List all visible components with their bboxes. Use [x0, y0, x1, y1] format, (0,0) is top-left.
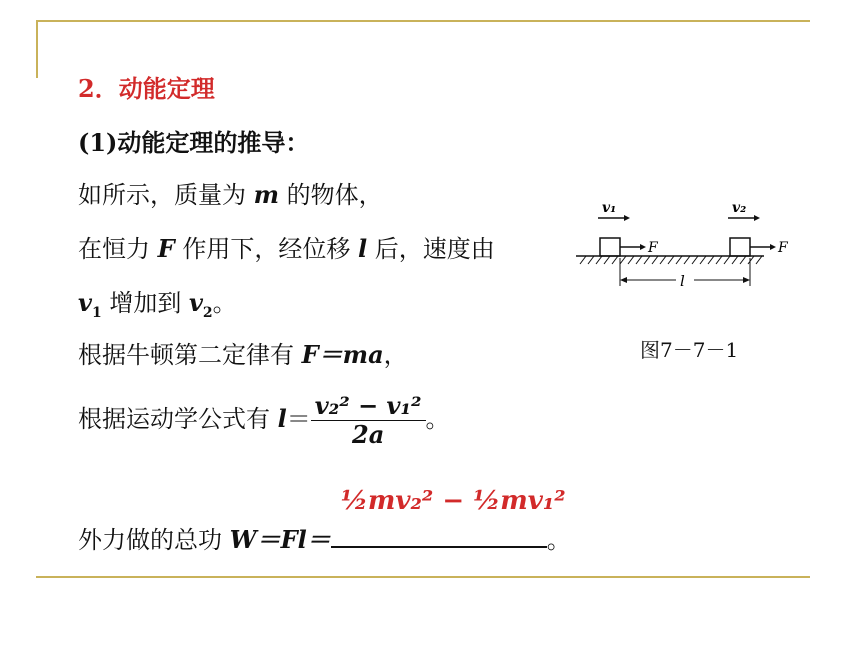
p5-end: 。 — [425, 405, 450, 433]
kinematics-fraction — [311, 392, 426, 449]
kinematics-lhs: l — [277, 404, 287, 433]
paragraph-2 — [78, 234, 495, 264]
p2-text-c: 后，速度由 — [367, 235, 495, 263]
p3-mid: 增加到 — [101, 289, 189, 317]
newton-formula: F＝ma — [301, 340, 384, 369]
kinematics-equals: ＝ — [286, 405, 311, 433]
mass-variable: m — [253, 180, 280, 209]
v1-subscript: 1 — [91, 304, 102, 321]
block-diagram — [572, 196, 792, 296]
p6-end: 。 — [546, 526, 571, 554]
displacement-arrowhead-right — [743, 277, 750, 283]
velocity-label-2: v₂ — [732, 200, 747, 216]
displacement-label: l — [680, 272, 685, 290]
answer-blank — [331, 486, 566, 548]
ground-hatching — [580, 256, 762, 264]
velocity-label-1: v₁ — [602, 200, 617, 216]
block-initial — [600, 238, 620, 256]
v1-variable: v — [78, 288, 92, 317]
force-arrowhead-2 — [770, 244, 776, 250]
displacement-arrowhead-left — [620, 277, 627, 283]
displacement-variable: l — [357, 234, 368, 263]
frame-bottom-line — [36, 576, 810, 578]
force-label-1: F — [648, 240, 658, 256]
paragraph-4 — [78, 340, 408, 370]
answer-text: ½mv₂² − ½mv₁² — [340, 486, 566, 516]
p2-text-a: 在恒力 — [78, 235, 158, 263]
paragraph-1 — [78, 180, 383, 210]
p1-text: 如所示，质量为 — [78, 181, 254, 209]
v2-variable: v — [188, 288, 203, 317]
paragraph-3 — [78, 288, 237, 328]
section-heading: 2．动能定理 — [78, 74, 215, 103]
paragraph-5 — [78, 392, 450, 449]
force-arrowhead-1 — [640, 244, 646, 250]
paragraph-6 — [78, 486, 571, 555]
sub-heading-text: (1)动能定理的推导： — [78, 128, 310, 157]
block-final — [730, 238, 750, 256]
fraction-denominator: 2a — [352, 420, 385, 449]
force-variable: F — [157, 234, 175, 263]
p2-text-b: 作用下，经位移 — [174, 235, 358, 263]
p1-end: 的物体， — [279, 181, 383, 209]
force-label-2: F — [778, 240, 788, 256]
frame-left-line — [36, 20, 38, 78]
frame-top-line — [36, 20, 810, 22]
p4-text: 根据牛顿第二定律有 — [78, 341, 302, 369]
sub-heading — [78, 128, 309, 158]
velocity-arrowhead-2 — [754, 215, 760, 221]
p6-text: 外力做的总功 — [78, 526, 230, 554]
p5-text: 根据运动学公式有 — [78, 405, 278, 433]
figure-caption: 图7－7－1 — [640, 338, 739, 362]
p3-end: 。 — [212, 289, 237, 317]
work-formula: W＝Fl＝ — [229, 525, 331, 554]
fraction-numerator: v₂² − v₁² — [311, 392, 426, 421]
velocity-arrowhead-1 — [624, 215, 630, 221]
p4-end: ， — [383, 341, 408, 369]
v2-subscript: 2 — [202, 304, 213, 321]
